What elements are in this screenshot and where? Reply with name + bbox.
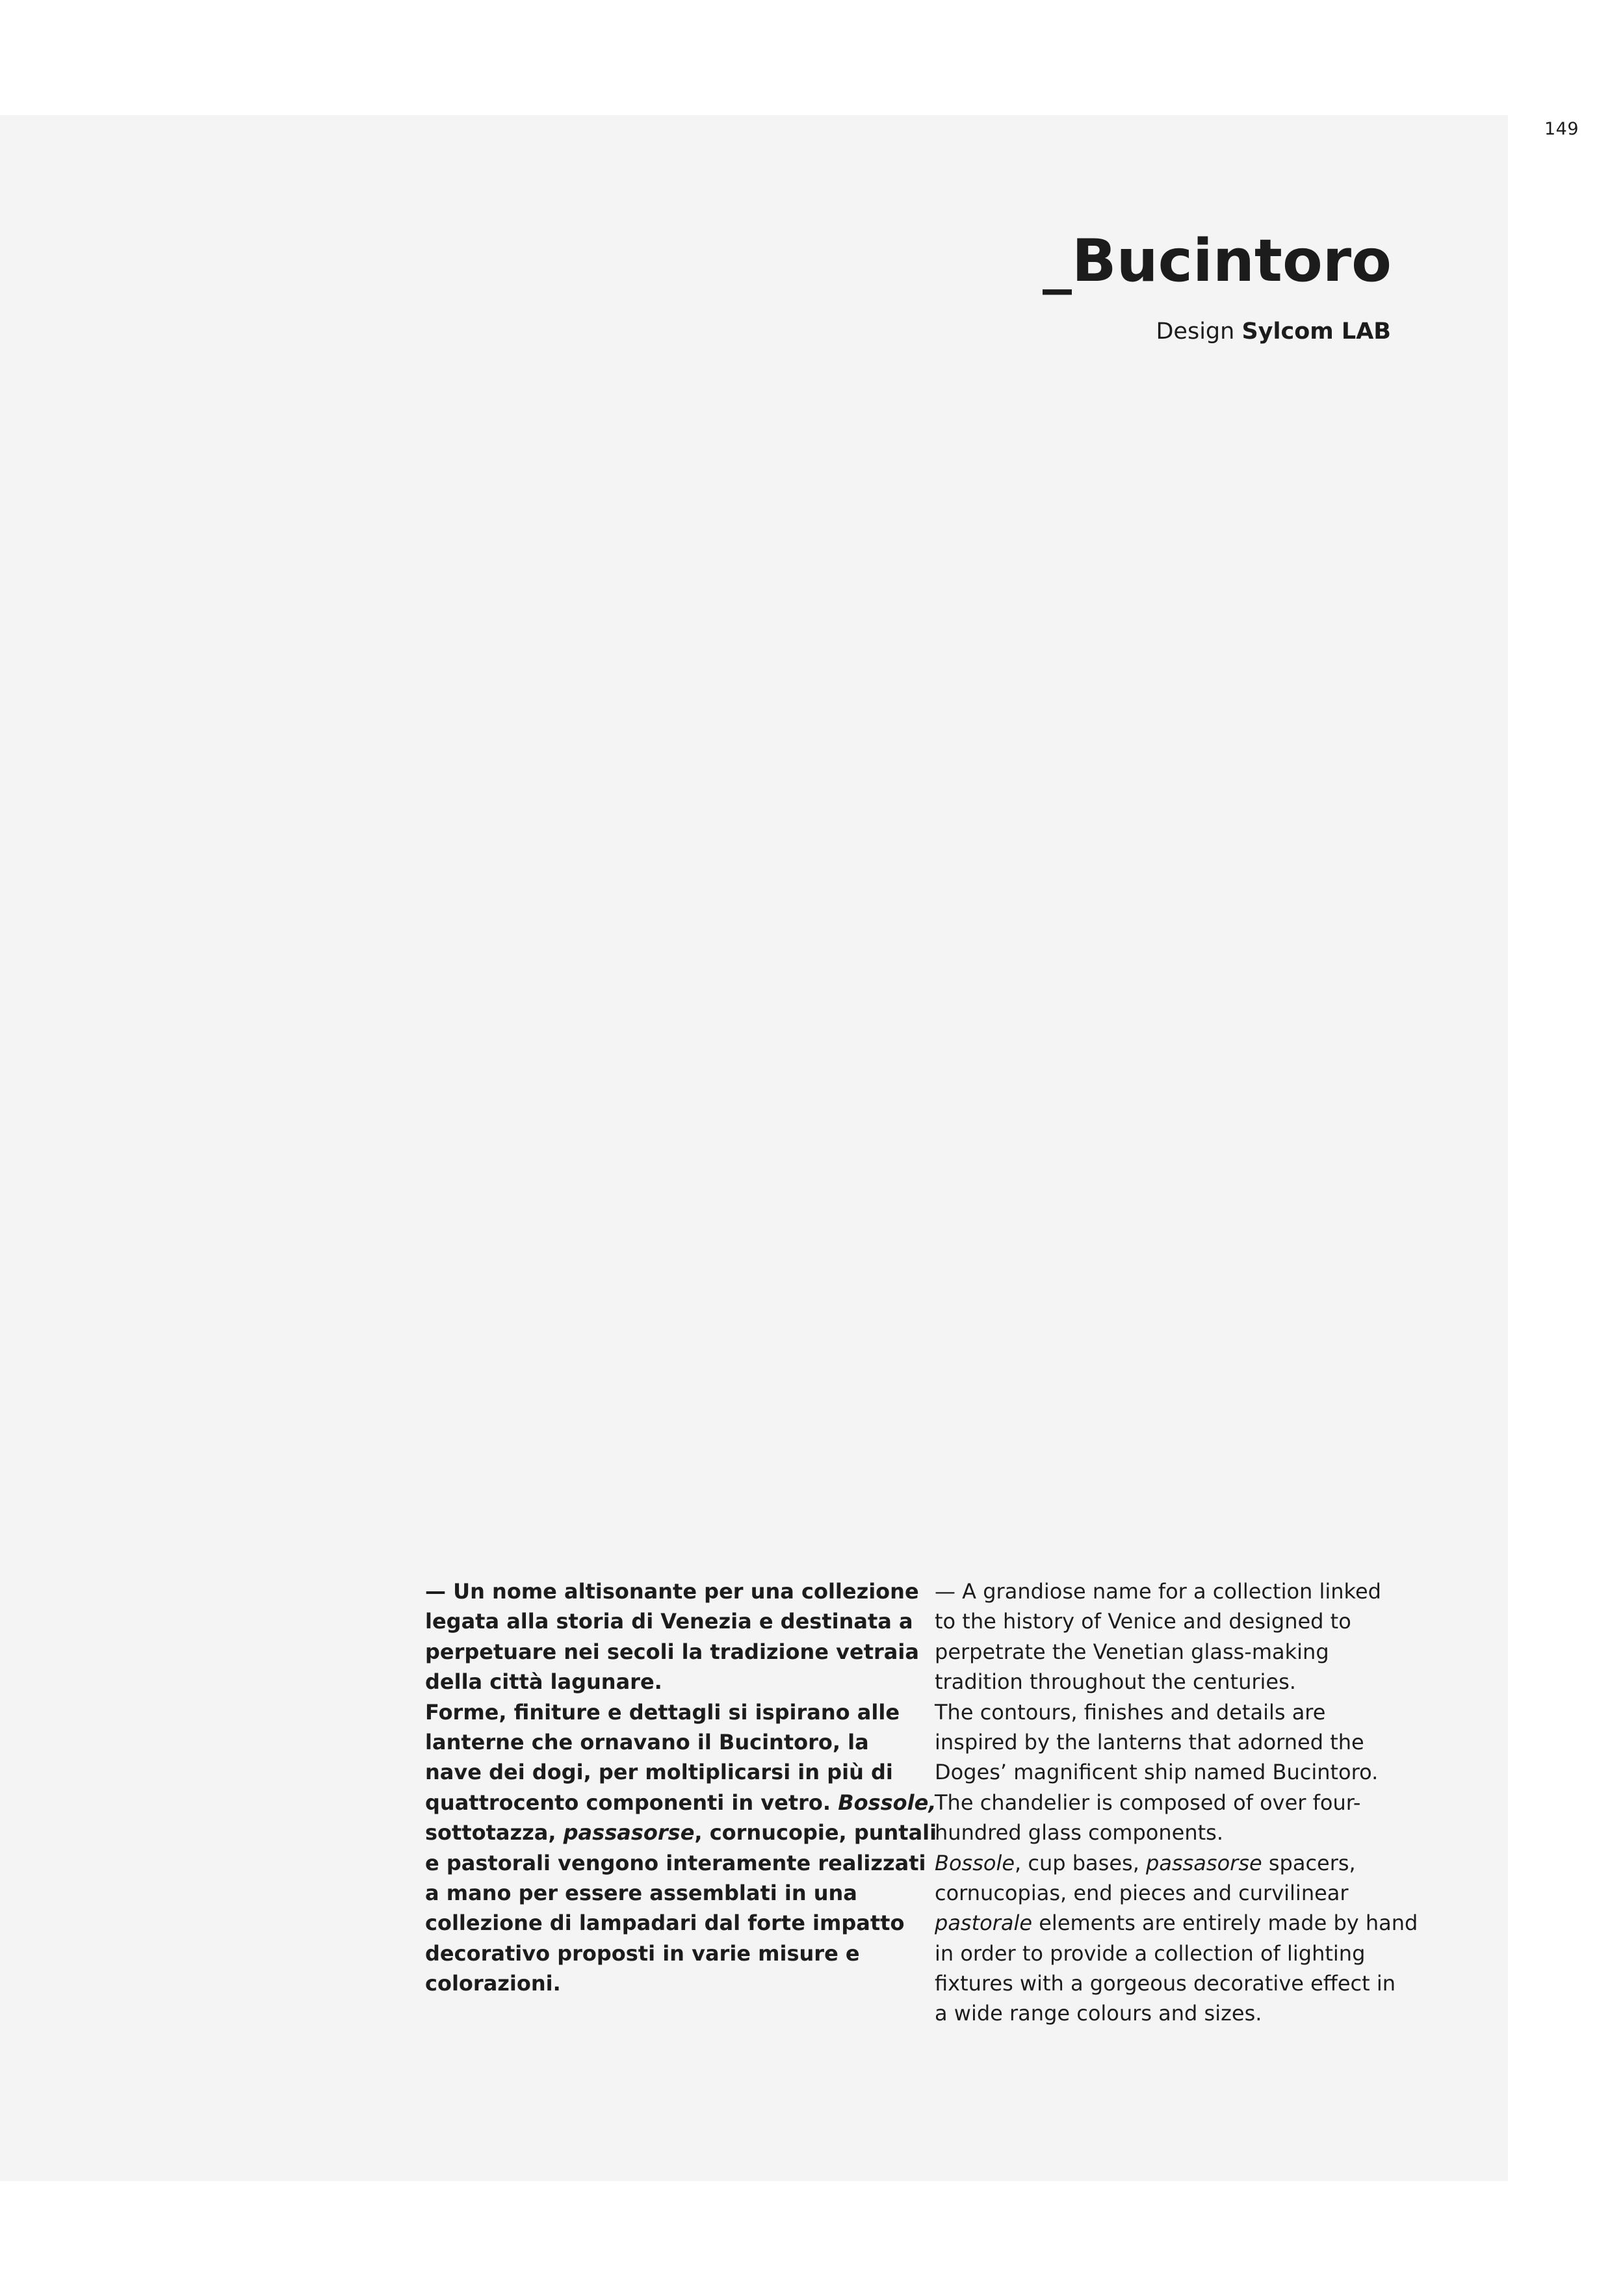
text-line [425,1908,937,1938]
text-line [425,1938,937,1968]
text-line [425,1757,937,1787]
italian-description [425,1576,937,1998]
text-line [935,1637,1418,1667]
page-number: 149 [1544,119,1579,139]
text-line [935,1998,1418,2028]
text-run: della città lagunare. [425,1669,662,1695]
text-run: elements are entirely made by hand [1032,1911,1418,1936]
text-run: legata alla storia di Venezia e destinata a [425,1609,913,1634]
text-run: colorazioni. [425,1971,561,1996]
text-line [935,1878,1418,1908]
designer-name: Sylcom LAB [1241,319,1391,345]
text-line [425,1727,937,1757]
page-title: _Bucintoro [1042,227,1392,295]
text-line [425,1606,937,1636]
text-line [425,1667,937,1697]
text-run: collezione di lampadari dal forte impatto [425,1911,905,1936]
english-description [935,1576,1418,2029]
text-line [425,1697,937,1727]
text-line [935,1727,1418,1757]
text-run: — A grandiose name for a collection linked [935,1579,1381,1604]
designer-credit [1156,319,1391,345]
text-line [935,1757,1418,1787]
italic-term: pastorale [935,1911,1033,1936]
text-run: , cornucopie, puntali [694,1820,937,1846]
text-line [425,1818,937,1847]
text-run: Doges’ magnificent ship named Bucintoro. [935,1760,1379,1785]
text-run: perpetuare nei secoli la tradizione vetraia [425,1639,919,1664]
text-line [935,1697,1418,1727]
text-run: to the history of Venice and designed to [935,1609,1351,1634]
text-line [935,1576,1418,1606]
text-run: decorativo proposti in varie misure e [425,1940,860,1966]
text-run: nave dei dogi, per moltiplicarsi in più di [425,1760,893,1785]
text-line [935,1908,1418,1938]
text-run: quattrocento componenti in vetro. [425,1790,838,1815]
text-run: fixtures with a gorgeous decorative effect in [935,1971,1396,1996]
text-run: a wide range colours and sizes. [935,2001,1262,2026]
designer-label: Design [1156,319,1235,345]
text-run: cornucopias, end pieces and curvilinear [935,1880,1349,1905]
text-run: spacers, [1262,1850,1356,1875]
text-run: in order to provide a collection of lighting [935,1940,1366,1966]
text-line [425,1637,937,1667]
text-line [935,1606,1418,1636]
text-run: The chandelier is composed of over four- [935,1790,1361,1815]
text-line [425,1848,937,1878]
text-line [425,1878,937,1908]
text-run: e pastorali vengono interamente realizzati [425,1850,926,1875]
text-line [935,1938,1418,1968]
text-line [425,1788,937,1818]
text-run: sottotazza, [425,1820,564,1846]
text-line [935,1788,1418,1818]
text-run: perpetrate the Venetian glass-making [935,1639,1329,1664]
text-line [935,1848,1418,1878]
text-line [935,1968,1418,1998]
text-run: inspired by the lanterns that adorned the [935,1729,1364,1755]
text-line [935,1818,1418,1847]
italic-term: Bossole [935,1850,1015,1875]
text-run: a mano per essere assemblati in una [425,1880,857,1905]
text-line [425,1968,937,1998]
text-run: The contours, finishes and details are [935,1699,1326,1725]
text-run: — Un nome altisonante per una collezione [425,1579,919,1604]
text-line [935,1667,1418,1697]
italic-term: Bossole, [838,1790,937,1815]
italic-term: passasorse [563,1820,695,1846]
italic-term: passasorse [1146,1850,1262,1875]
text-run: hundred glass components. [935,1820,1223,1846]
text-run: Forme, finiture e dettagli si ispirano alle [425,1699,900,1725]
text-run: , cup bases, [1015,1850,1147,1875]
text-run: tradition throughout the centuries. [935,1669,1296,1695]
text-line [425,1576,937,1606]
text-run: lanterne che ornavano il Bucintoro, la [425,1729,869,1755]
